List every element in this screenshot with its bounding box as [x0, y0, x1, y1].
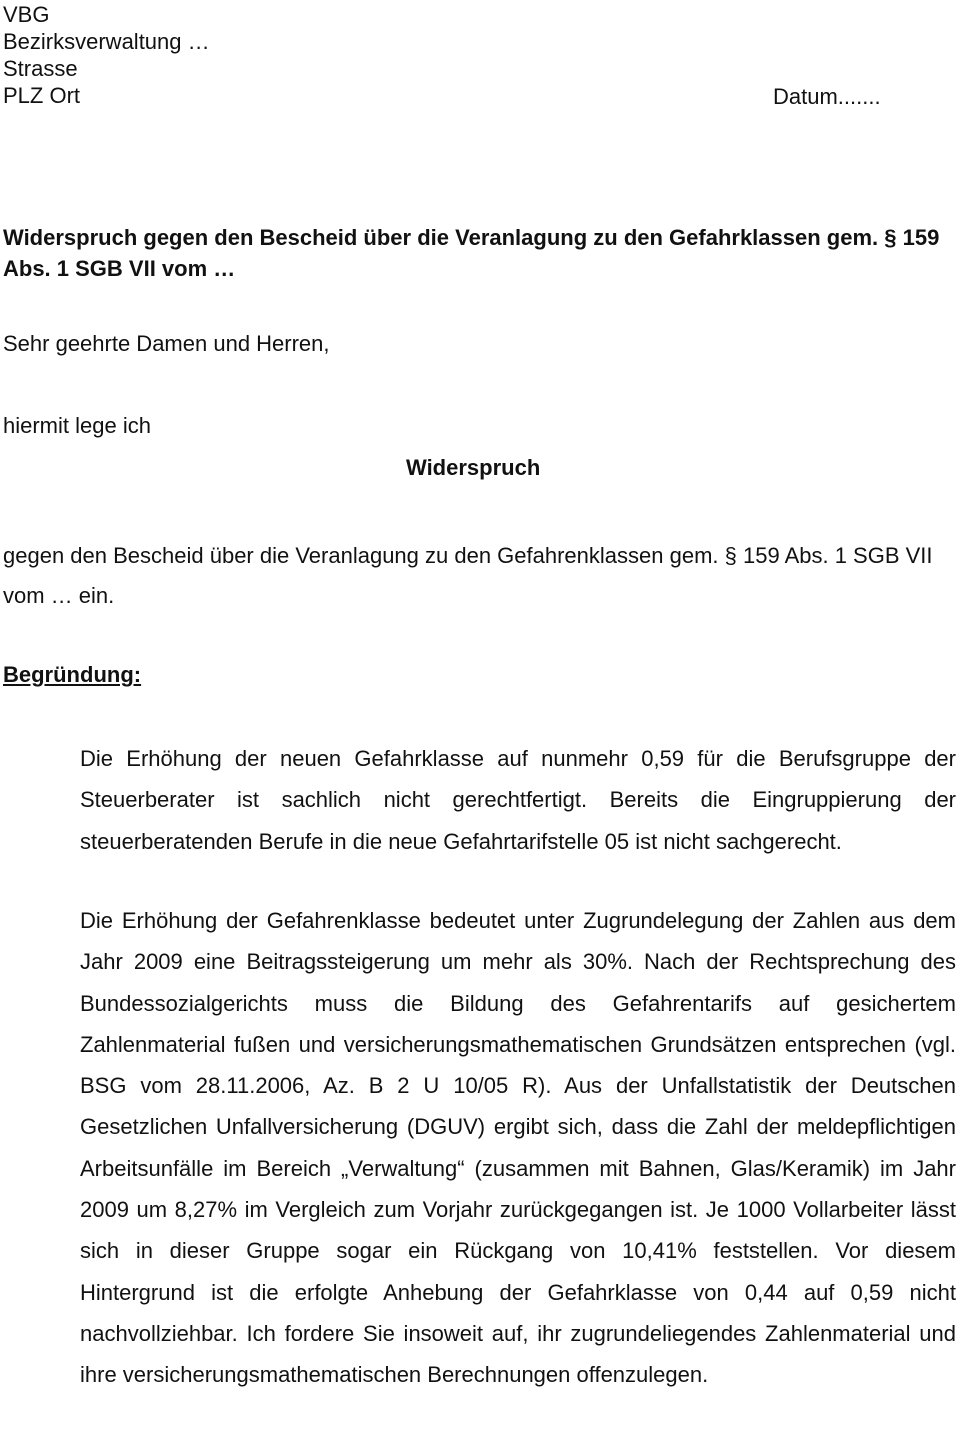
- intro-text: hiermit lege ich: [3, 413, 151, 438]
- recipient-street: Strasse: [3, 56, 78, 81]
- letter-subject: Widerspruch gegen den Bescheid über die Veranlagung zu den Gefahrklassen gem. § 159 Abs. 1 SGB VII vom …: [3, 225, 940, 281]
- letter-date: Datum.......: [773, 84, 881, 109]
- recipient-name: VBG: [3, 2, 50, 27]
- reason-paragraph-2: Die Erhöhung der Gefahrenklasse bedeutet unter Zugrundelegung der Zahlen aus dem Jahr 2009 eine Beitragssteigerung um mehr als 30%. Nach der Rechtsprechung des Bundessozialgerichts muss die Bildung des Gefahrentarifs auf gesichertem Zahlenmaterial fußen und versicherungsmathematischen Grundsätzen entsprechen (vgl. BSG vom 28.11.2006, Az. B 2 U 10/05 R). Aus der Unfallstatistik der Deutschen Gesetzlichen Unfallversicherung (DGUV) ergibt sich, dass die Zahl der meldepflichtigen Arbeitsunfälle im Bereich „Verwaltung“ (zusammen mit Bahnen, Glas/Keramik) im Jahr 2009 um 8,27% im Vergleich zum Vorjahr zurückgegangen ist. Je 1000 Vollarbeiter lässt sich in dieser Gruppe sogar ein Rückgang von 10,41% feststellen. Vor diesem Hintergrund ist die erfolgte Anhebung der Gefahrklasse von 0,44 auf 0,59 nicht nachvollziehbar. Ich fordere Sie insoweit auf, ihr zugrundeliegendes Zahlenmaterial und ihre versicherungsmathematischen Berechnungen offenzulegen.: [80, 908, 956, 1388]
- objection-keyword: Widerspruch: [406, 455, 541, 480]
- reason-heading: Begründung:: [3, 662, 142, 687]
- recipient-office: Bezirksverwaltung …: [3, 29, 210, 54]
- recipient-city: PLZ Ort: [3, 83, 81, 108]
- objection-text: gegen den Bescheid über die Veranlagung zu den Gefahrenklassen gem. § 159 Abs. 1 SGB VII vom … ein.: [3, 543, 933, 608]
- salutation: Sehr geehrte Damen und Herren,: [3, 331, 330, 356]
- reason-paragraph-1: Die Erhöhung der neuen Gefahrklasse auf nunmehr 0,59 für die Berufsgruppe der Steuerberater ist sachlich nicht gerechtfertigt. Bereits die Eingruppierung der steuerberatenden Berufe in die neue Gefahrtarifstelle 05 ist nicht sachgerecht.: [80, 746, 956, 854]
